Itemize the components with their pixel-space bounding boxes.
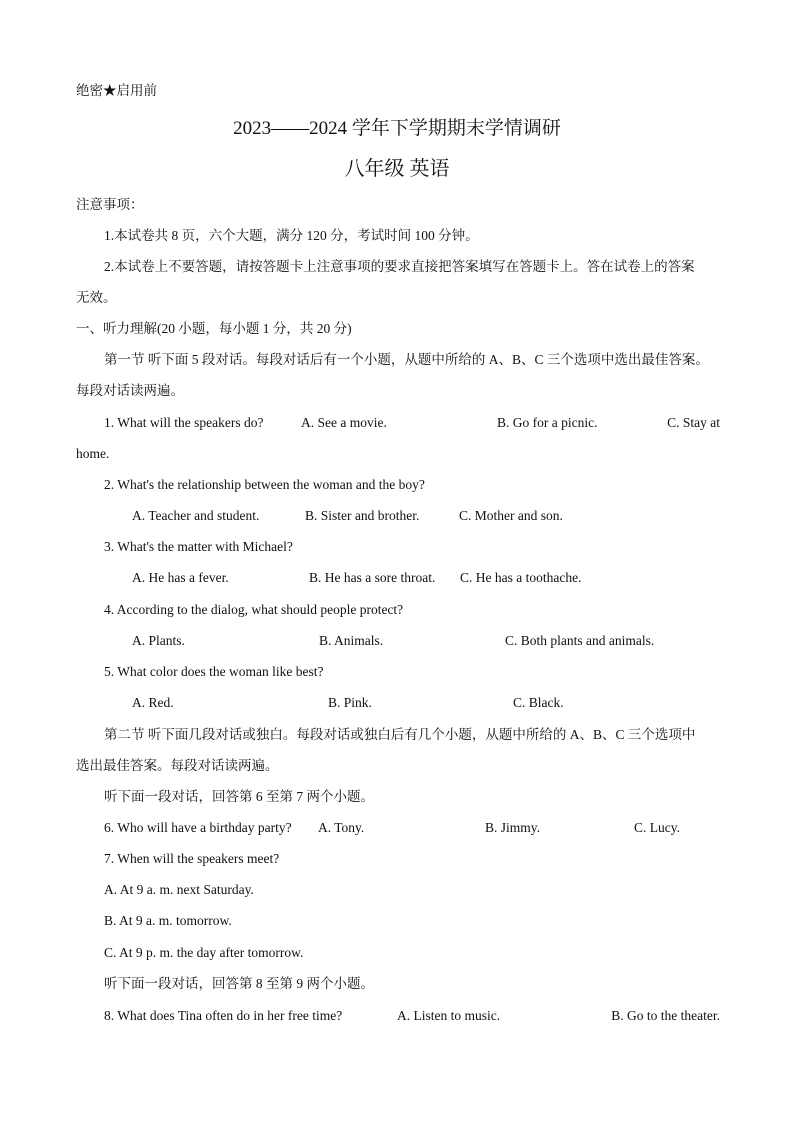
- question-4-option-a: A. Plants.: [132, 633, 185, 648]
- question-1: 1. What will the speakers do?: [104, 415, 264, 430]
- question-7-option-c: C. At 9 p. m. the day after tomorrow.: [104, 945, 304, 960]
- notes-heading: 注意事项：: [76, 197, 144, 212]
- notes-item-2-line2: 无效。: [76, 290, 117, 305]
- exam-subtitle: 八年级 英语: [344, 158, 450, 180]
- question-1-option-a: A. See a movie.: [301, 415, 387, 430]
- question-7-option-a: A. At 9 a. m. next Saturday.: [104, 882, 254, 897]
- question-5-option-c: C. Black.: [513, 695, 564, 710]
- question-5-option-b: B. Pink.: [328, 695, 372, 710]
- instruction-q6-q7: 听下面一段对话，回答第 6 至第 7 两个小题。: [104, 789, 374, 804]
- question-8: 8. What does Tina often do in her free time?: [104, 1008, 343, 1023]
- question-4-option-b: B. Animals.: [319, 633, 384, 648]
- section1-heading: 一、听力理解(20 小题，每小题 1 分，共 20 分): [76, 321, 352, 336]
- question-6-option-a: A. Tony.: [318, 820, 365, 835]
- secret-label: 绝密★启用前: [76, 83, 157, 98]
- question-8-option-a: A. Listen to music.: [397, 1008, 501, 1023]
- question-6-option-b: B. Jimmy.: [485, 820, 541, 835]
- question-3: 3. What's the matter with Michael?: [104, 539, 293, 554]
- question-3-option-b: B. He has a sore throat.: [309, 570, 436, 585]
- question-3-option-c: C. He has a toothache.: [460, 570, 582, 585]
- question-2-option-b: B. Sister and brother.: [305, 508, 420, 523]
- part1-instruction-line2: 每段对话读两遍。: [76, 383, 184, 398]
- question-5: 5. What color does the woman like best?: [104, 664, 324, 679]
- part1-instruction-line1: 第一节 听下面 5 段对话。每段对话后有一个小题，从题中所给的 A、B、C 三个选项中选出最佳答案。: [104, 352, 709, 367]
- question-6-option-c: C. Lucy.: [634, 820, 680, 835]
- question-3-option-a: A. He has a fever.: [132, 570, 229, 585]
- question-7: 7. When will the speakers meet?: [104, 851, 280, 866]
- question-2: 2. What's the relationship between the woman and the boy?: [104, 477, 425, 492]
- question-1-option-b: B. Go for a picnic.: [497, 415, 598, 430]
- exam-title: 2023——2024 学年下学期期末学情调研: [233, 118, 561, 139]
- question-4: 4. According to the dialog, what should people protect?: [104, 602, 404, 617]
- question-2-option-c: C. Mother and son.: [459, 508, 563, 523]
- question-1-option-c-continued: home.: [76, 446, 110, 461]
- question-6: 6. Who will have a birthday party?: [104, 820, 292, 835]
- instruction-q8-q9: 听下面一段对话，回答第 8 至第 9 两个小题。: [104, 976, 374, 991]
- part2-instruction-line2: 选出最佳答案。每段对话读两遍。: [76, 758, 279, 773]
- notes-item-2-line1: 2.本试卷上不要答题，请按答题卡上注意事项的要求直接把答案填写在答题卡上。答在试卷上的答案: [104, 259, 695, 274]
- question-8-option-b: B. Go to the theater.: [611, 1008, 720, 1023]
- question-7-option-b: B. At 9 a. m. tomorrow.: [104, 913, 232, 928]
- question-5-option-a: A. Red.: [132, 695, 174, 710]
- part2-instruction-line1: 第二节 听下面几段对话或独白。每段对话或独白后有几个小题，从题中所给的 A、B、C 三个选项中: [104, 727, 696, 742]
- notes-item-1: 1.本试卷共 8 页，六个大题，满分 120 分，考试时间 100 分钟。: [104, 228, 479, 243]
- question-2-option-a: A. Teacher and student.: [132, 508, 260, 523]
- question-4-option-c: C. Both plants and animals.: [505, 633, 655, 648]
- question-1-option-c: C. Stay at: [667, 415, 720, 430]
